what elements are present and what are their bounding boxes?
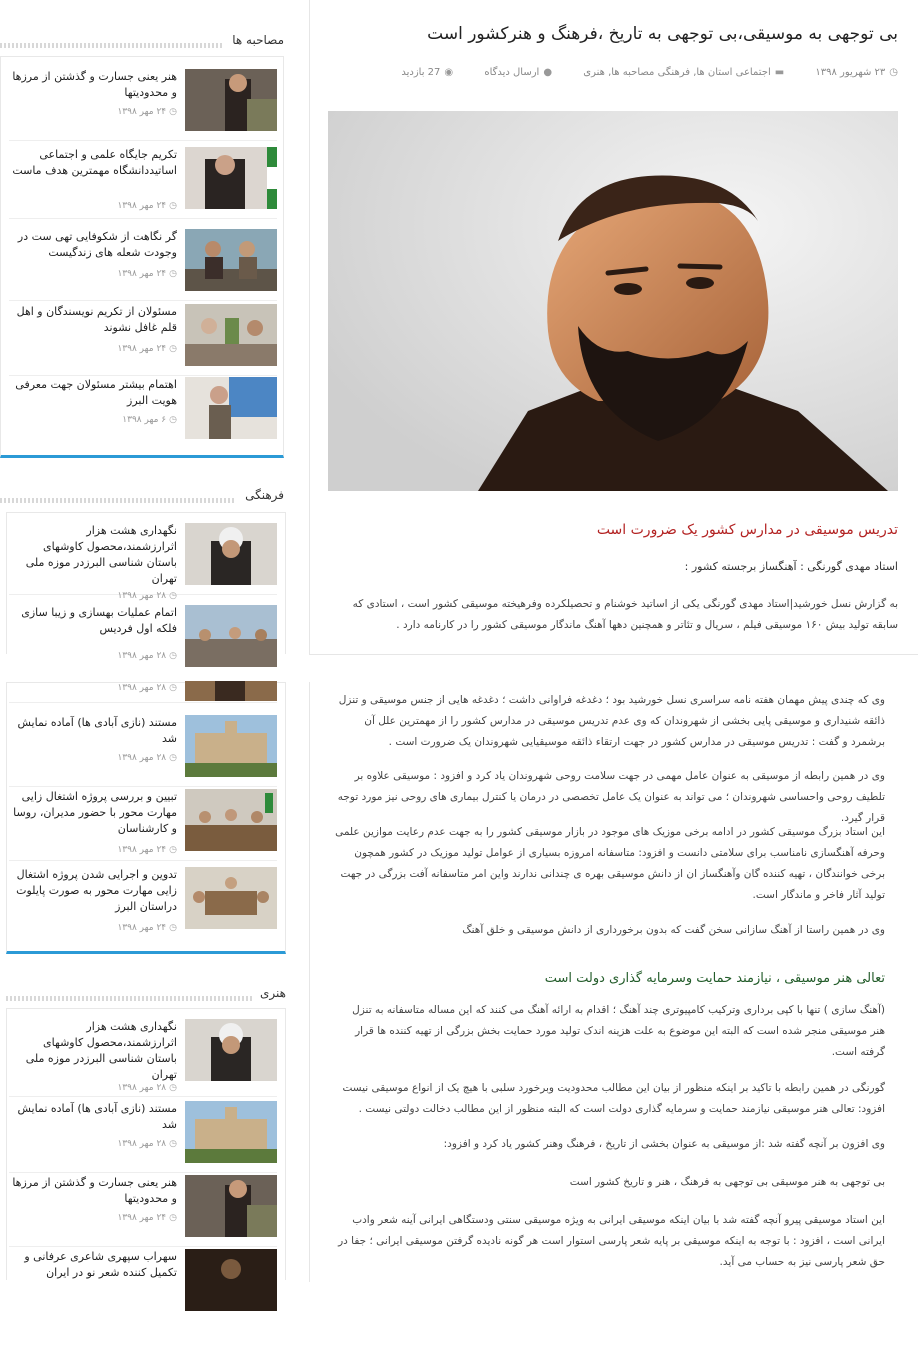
item-title[interactable]: گر نگاهت از شکوفایی تهی ست در وجودت شعله های زندگیست [17, 230, 177, 259]
clock-icon: ◷ [169, 1213, 177, 1223]
thumbnail-image[interactable] [185, 229, 277, 291]
meta-date-text: ۲۳ شهریور ۱۳۹۸ [815, 67, 886, 78]
meta-views-text: 27 بازدید [401, 67, 441, 78]
clock-icon: ◷ [169, 415, 177, 425]
heading-divider [6, 996, 252, 1001]
list-item[interactable] [9, 523, 277, 601]
heading-divider [0, 43, 222, 48]
item-date [117, 591, 177, 601]
list-item[interactable] [9, 715, 277, 787]
sidebar-heading-text: هنری [260, 986, 286, 1000]
thumbnail-image[interactable] [185, 789, 277, 851]
meta-views [387, 67, 453, 78]
clock-icon: ◷ [889, 67, 898, 78]
item-date-text: ۲۴ مهر ۱۳۹۸ [117, 201, 167, 211]
sidebar-box-culture-bottom [6, 682, 286, 954]
item-date [117, 344, 177, 354]
item-title[interactable]: هنر یعنی جسارت و گذشتن از مرزها و محدودیتها [12, 70, 177, 99]
thumbnail-image[interactable] [185, 147, 277, 209]
item-date-text: ۲۴ مهر ۱۳۹۸ [117, 845, 167, 855]
article-hero-image [328, 111, 898, 491]
thumbnail-image[interactable] [185, 1249, 277, 1311]
clock-icon: ◷ [169, 1083, 177, 1093]
item-date-text: ۲۸ مهر ۱۳۹۸ [117, 1083, 167, 1093]
item-date-text: ۲۴ مهر ۱۳۹۸ [117, 344, 167, 354]
article-intro: استاد مهدی گورنگی : آهنگساز برجسته کشور : [684, 560, 898, 573]
subheading-music-education: تدریس موسیقی در مدارس کشور یک ضرورت است [596, 522, 898, 538]
item-date [117, 1083, 177, 1093]
clock-icon: ◷ [169, 753, 177, 763]
item-date-text: ۲۴ مهر ۱۳۹۸ [117, 269, 167, 279]
meta-comment-text[interactable]: ارسال دیدگاه [484, 67, 540, 78]
article-panel-bottom [309, 682, 918, 1282]
item-date [117, 107, 177, 117]
item-title[interactable]: مسئولان از تکریم نویسندگان و اهل قلم غافل نشوند [16, 305, 177, 334]
item-date [117, 1139, 177, 1149]
item-title[interactable]: نگهداری هشت هزار اثرارزشمند،محصول کاوشهای باستان شناسی البرزدر موزه ملی تهران [25, 1020, 177, 1081]
item-date-text: ۲۴ مهر ۱۳۹۸ [117, 1213, 167, 1223]
meta-categories[interactable] [569, 67, 784, 78]
sidebar-heading-culture [0, 488, 284, 508]
list-item[interactable] [9, 1249, 277, 1321]
item-title[interactable]: اهتمام بیشتر مسئولان جهت معرفی هویت البرز [15, 378, 177, 407]
item-date [117, 201, 177, 211]
item-date-text: ۶ مهر ۱۳۹۸ [122, 415, 167, 425]
clock-icon: ◷ [169, 591, 177, 601]
item-date-text: ۲۸ مهر ۱۳۹۸ [117, 683, 167, 693]
clock-icon: ◷ [169, 683, 177, 693]
list-item[interactable] [9, 1175, 277, 1247]
item-title[interactable]: تدوین و اجرایی شدن پروژه اشتغال زایی مهارت محور به صورت پایلوت دراستان البرز [16, 868, 177, 913]
item-date [117, 1213, 177, 1223]
thumbnail-image[interactable] [185, 867, 277, 929]
sidebar-box-interviews [0, 56, 284, 458]
article-paragraph-3: وی در همین رابطه از موسیقی به عنوان عامل مهمی در جهت سلامت روحی شهروندان یاد کرد و افزود : موسیقی علاوه بر تلطیف روحی واحساسی شهروندان ؛ می تواند به عنوان یک عامل تخصصی در درمان یا کنترل بیماری های روحی نیز مورد توجه قرار گیرد. [337, 770, 885, 824]
article-paragraph-8: وی افزون بر آنچه گفته شد :از موسیقی به عنوان بخشی از تاریخ ، فرهنگ وهنر کشور یاد کرد و افزود: [443, 1138, 885, 1150]
thumbnail-image[interactable] [185, 715, 277, 777]
portrait-illustration [328, 111, 898, 491]
article-paragraph-10: این استاد موسیقی پیرو آنچه گفته شد با بیان اینکه موسیقی ایرانی به ویژه موسیقی سنتی ودستگاهی ایرانی آینه شعر وادب ایرانی است ، افزود : با توجه به اینکه موسیقی بر پایه شعر پارسی استوار است هر گونه نادیده گرفتن موسیقی ایرانی ؛ جفا در حق شعر پارسی نیز به حساب می آید. [338, 1214, 885, 1268]
thumbnail-image[interactable] [185, 681, 277, 701]
article-paragraph-7: گورنگی در همین رابطه با تاکید بر اینکه منظور از بیان این مطالب محدودیت وبرخورد سلبی با هیچ یک از انواع موسیقی نیست افزود: تعالی هنر موسیقی نیازمند حمایت و سرمایه گذاری دولت است که البته منظور از این مطالب دخالت دولتی نیست . [342, 1082, 885, 1115]
thumbnail-image[interactable] [185, 605, 277, 667]
item-date-text: ۲۸ مهر ۱۳۹۸ [117, 753, 167, 763]
list-item[interactable] [9, 605, 277, 677]
item-date-text: ۲۸ مهر ۱۳۹۸ [117, 651, 167, 661]
item-title[interactable]: تکریم جایگاه علمی و اجتماعی اساتیددانشگاه مهمترین هدف ماست [12, 148, 177, 177]
clock-icon: ◷ [169, 1139, 177, 1149]
item-date [117, 683, 177, 693]
article-paragraph-5: وی در همین راستا از آهنگ سازانی سخن گفت که بدون برخورداری از دانش موسیقی و خلق آهنگ [462, 924, 885, 936]
list-item[interactable] [9, 1019, 277, 1097]
clock-icon: ◷ [169, 269, 177, 279]
item-title[interactable]: نگهداری هشت هزار اثرارزشمند،محصول کاوشهای باستان شناسی البرزدر موزه ملی تهران [25, 524, 177, 585]
item-date [117, 269, 177, 279]
list-item[interactable] [9, 1101, 277, 1173]
article-paragraph-4: این استاد بزرگ موسیقی کشور در ادامه برخی موزیک های موجود در بازار موسیقی کشور را به جهت عدم رعایت موازین علمی وحرفه آهنگسازی نامناسب برای سلامتی دانست و افزود: متاسفانه امروزه بسیاری از عوامل تولید موزیک در کشور همچون برخی خوانندگان ، تهیه کننده گان وآهنگساز ان از دانش موسیقی بهره ی چندانی ندارند واین امر متاسفانه آفت بزرگی در جهت تولید آثار فاخر و ماندگار است. [335, 826, 885, 901]
thumbnail-image[interactable] [185, 523, 277, 585]
article-paragraph-6: (آهنگ سازی ) تنها با کپی برداری وترکیب کامپیوتری چند آهنگ ؛ اقدام به ارائه آهنگ می کنند که این مساله متاسفانه به تنزل هنر موسیقی منجر شده است که البته این موضوع به علت هزینه اندک تولید مورد حمایت بخش بزرگی از تهیه کننده ها قرار گرفته است. [352, 1004, 885, 1058]
sidebar-heading-art [6, 986, 286, 1006]
list-item[interactable] [9, 69, 277, 141]
article-paragraph-2: وی که چندی پیش مهمان هفته نامه سراسری نسل خورشید بود ؛ دغدغه فراوانی داشت ؛ دغدغه هایی از جنس موسیقی و تنزل ذائقه شنیداری و موسیقی پایی بخشی از شهروندان که وی عدم تدریس موسیقی در مدارس کشور را از مهمترین علل آن برشمرد و گفت : تدریس موسیقی در مدارس کشور در جهت ارتقاء ذائقه موسیقیایی شهروندان یک ضرورت است . [338, 694, 885, 748]
clock-icon: ◷ [169, 107, 177, 117]
article-paragraph-9: بی توجهی به هنر موسیقی بی توجهی به فرهنگ ، هنر و تاریخ کشور است [569, 1176, 885, 1188]
item-date-text: ۲۸ مهر ۱۳۹۸ [117, 1139, 167, 1149]
sidebar-heading-text: مصاحبه ها [232, 33, 284, 47]
clock-icon: ◷ [169, 651, 177, 661]
list-item[interactable] [9, 681, 277, 703]
thumbnail-image[interactable] [185, 304, 277, 366]
clock-icon: ◷ [169, 845, 177, 855]
list-item[interactable] [9, 789, 277, 861]
thumbnail-image[interactable] [185, 69, 277, 131]
sidebar-heading-text: فرهنگی [245, 488, 284, 502]
thumbnail-image[interactable] [185, 1101, 277, 1163]
clock-icon: ◷ [169, 201, 177, 211]
thumbnail-image[interactable] [185, 377, 277, 439]
item-title[interactable]: مستند (نازی آبادی ها) آماده نمایش شد [17, 1102, 177, 1131]
article-meta [373, 67, 898, 78]
sidebar-box-art [6, 1008, 286, 1280]
item-date-text: ۲۸ مهر ۱۳۹۸ [117, 591, 167, 601]
item-date [117, 651, 177, 661]
item-date [122, 415, 177, 425]
thumbnail-image[interactable] [185, 1175, 277, 1237]
list-item[interactable] [9, 377, 277, 449]
list-item[interactable] [9, 867, 277, 939]
sidebar-heading-interviews [0, 33, 284, 53]
folder-icon: ▬ [774, 67, 785, 78]
clock-icon: ◷ [169, 923, 177, 933]
item-title[interactable]: تبیین و بررسی پروژه اشتغال زایی مهارت محور با حضور مدیران، روسا و کارشناسان [13, 790, 177, 835]
item-title[interactable]: مستند (نازی آبادی ها) آماده نمایش شد [17, 716, 177, 745]
item-date [117, 845, 177, 855]
item-date [117, 753, 177, 763]
item-date-text: ۲۴ مهر ۱۳۹۸ [117, 107, 167, 117]
meta-categories-text[interactable]: اجتماعی استان ها, فرهنگی مصاحبه ها, هنری [583, 67, 771, 78]
eye-icon: ◉ [444, 67, 454, 78]
item-title[interactable]: سهراب سپهری شاعری عرفانی و تکمیل کننده شعر نو در ایران [24, 1250, 177, 1279]
article-title: بی توجهی به موسیقی،بی توجهی به تاریخ ،فرهنگ و هنرکشور است [427, 24, 898, 44]
list-item[interactable] [9, 229, 277, 301]
meta-date [801, 67, 898, 78]
heading-divider [0, 498, 236, 503]
sidebar-box-culture-top [6, 512, 286, 661]
comment-icon: ● [543, 67, 553, 78]
item-title[interactable]: هنر یعنی جسارت و گذشتن از مرزها و محدودیتها [12, 1176, 177, 1205]
meta-comment[interactable] [470, 67, 552, 78]
article-panel-top [309, 0, 918, 655]
thumbnail-image[interactable] [185, 1019, 277, 1081]
list-item[interactable] [9, 304, 277, 376]
item-date-text: ۲۴ مهر ۱۳۹۸ [117, 923, 167, 933]
item-title[interactable]: اتمام عملیات بهسازی و زیبا سازی فلکه اول فردیس [21, 606, 177, 635]
list-item[interactable] [9, 147, 277, 219]
item-date [117, 923, 177, 933]
clock-icon: ◷ [169, 344, 177, 354]
subheading-state-support: تعالی هنر موسیقی ، نیازمند حمایت وسرمایه گذاری دولت است [544, 971, 885, 986]
article-paragraph-1: به گزارش نسل خورشید|استاد مهدی گورنگی یکی از اساتید خوشنام و تحصیلکرده وفرهیخته موسیقی کشور است ، استادی که سابقه تولید بیش ۱۶۰ موسیقی فیلم ، سریال و تئاتر و همچنین دهها آهنگ ماندگار موسیقی کشور را در کارنامه دارد . [352, 598, 898, 631]
